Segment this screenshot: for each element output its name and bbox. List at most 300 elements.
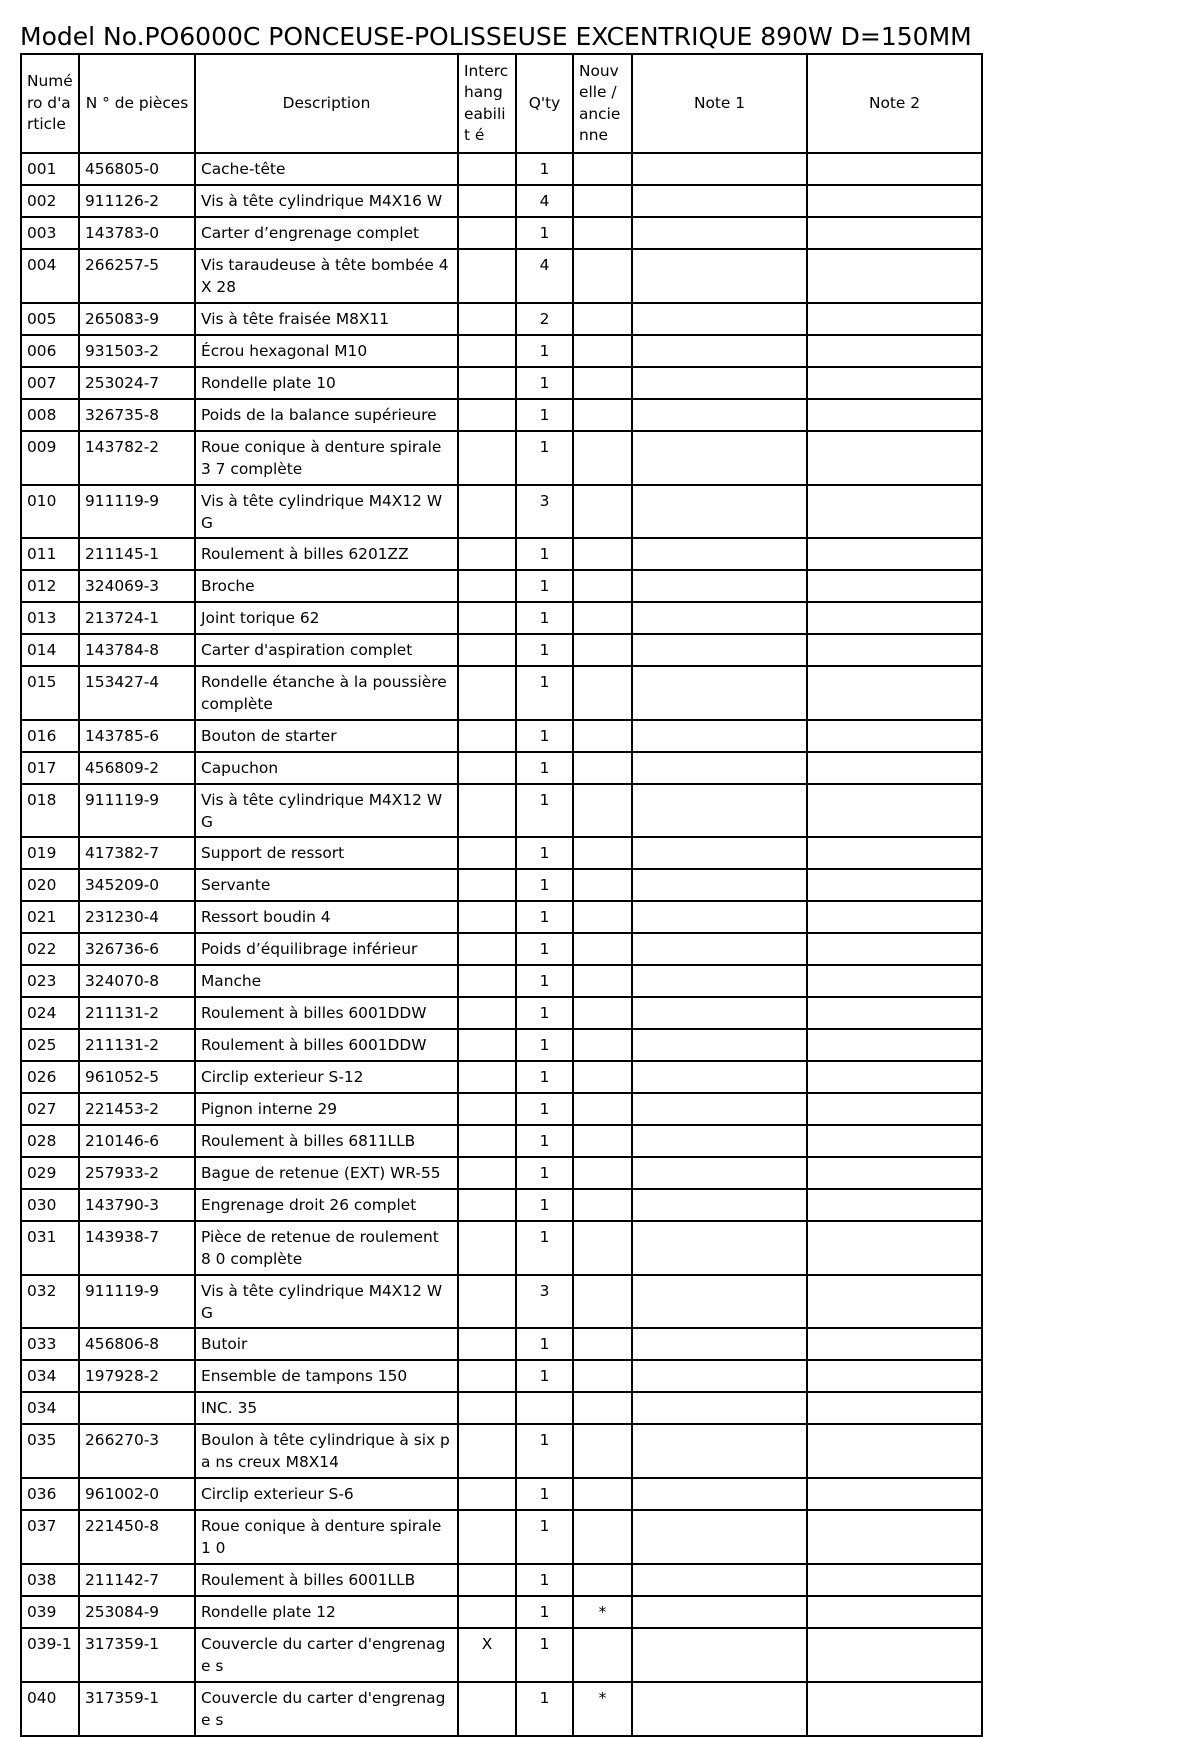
cell-quantity: 1 bbox=[516, 997, 573, 1029]
cell-new-old bbox=[573, 634, 632, 666]
cell-interchangeability bbox=[458, 217, 516, 249]
cell-article-number: 039-1 bbox=[21, 1628, 79, 1682]
cell-article-number: 021 bbox=[21, 901, 79, 933]
table-row bbox=[21, 933, 982, 965]
cell-description: Vis à tête cylindrique M4X12 WG bbox=[195, 1275, 458, 1328]
cell-note-2 bbox=[807, 1221, 982, 1275]
cell-quantity: 1 bbox=[516, 1328, 573, 1360]
cell-interchangeability bbox=[458, 1157, 516, 1189]
cell-description: Bague de retenue (EXT) WR-55 bbox=[195, 1157, 458, 1189]
cell-article-number: 004 bbox=[21, 249, 79, 303]
cell-quantity: 1 bbox=[516, 1125, 573, 1157]
cell-note-2 bbox=[807, 570, 982, 602]
table-row bbox=[21, 1221, 982, 1275]
cell-new-old bbox=[573, 666, 632, 720]
table-row bbox=[21, 399, 982, 431]
cell-note-1 bbox=[632, 869, 807, 901]
cell-article-number: 034 bbox=[21, 1392, 79, 1424]
cell-part-number: 257933-2 bbox=[79, 1157, 195, 1189]
header-article-number: Numé ro d'a rticle bbox=[21, 54, 79, 153]
cell-part-number: 326735-8 bbox=[79, 399, 195, 431]
cell-description: Rondelle plate 10 bbox=[195, 367, 458, 399]
cell-description: Capuchon bbox=[195, 752, 458, 784]
cell-description: Cache-tête bbox=[195, 153, 458, 185]
cell-note-2 bbox=[807, 1328, 982, 1360]
table-row bbox=[21, 997, 982, 1029]
cell-interchangeability bbox=[458, 367, 516, 399]
cell-quantity: 1 bbox=[516, 1157, 573, 1189]
cell-note-1 bbox=[632, 666, 807, 720]
cell-description: Boulon à tête cylindrique à six pa ns creux M8X14 bbox=[195, 1424, 458, 1478]
cell-note-1 bbox=[632, 933, 807, 965]
cell-note-2 bbox=[807, 249, 982, 303]
cell-note-2 bbox=[807, 997, 982, 1029]
cell-new-old bbox=[573, 933, 632, 965]
cell-new-old bbox=[573, 1125, 632, 1157]
cell-interchangeability bbox=[458, 602, 516, 634]
cell-note-1 bbox=[632, 367, 807, 399]
cell-description: Engrenage droit 26 complet bbox=[195, 1189, 458, 1221]
cell-note-1 bbox=[632, 249, 807, 303]
header-interchangeability: Interc hang eabilit é bbox=[458, 54, 516, 153]
cell-note-1 bbox=[632, 1275, 807, 1328]
table-row bbox=[21, 1275, 982, 1328]
cell-article-number: 012 bbox=[21, 570, 79, 602]
table-row bbox=[21, 1360, 982, 1392]
cell-note-1 bbox=[632, 1221, 807, 1275]
cell-part-number: 961052-5 bbox=[79, 1061, 195, 1093]
cell-interchangeability bbox=[458, 634, 516, 666]
cell-interchangeability bbox=[458, 752, 516, 784]
cell-note-2 bbox=[807, 153, 982, 185]
cell-interchangeability bbox=[458, 1424, 516, 1478]
cell-new-old bbox=[573, 1275, 632, 1328]
cell-new-old bbox=[573, 720, 632, 752]
cell-note-2 bbox=[807, 837, 982, 869]
cell-note-2 bbox=[807, 1125, 982, 1157]
cell-note-2 bbox=[807, 1061, 982, 1093]
cell-part-number: 143782-2 bbox=[79, 431, 195, 485]
cell-quantity: 1 bbox=[516, 869, 573, 901]
cell-note-2 bbox=[807, 752, 982, 784]
cell-note-1 bbox=[632, 997, 807, 1029]
table-row bbox=[21, 335, 982, 367]
cell-article-number: 017 bbox=[21, 752, 79, 784]
cell-note-2 bbox=[807, 1596, 982, 1628]
cell-description: Poids d’équilibrage inférieur bbox=[195, 933, 458, 965]
cell-note-1 bbox=[632, 1564, 807, 1596]
cell-note-1 bbox=[632, 965, 807, 997]
cell-article-number: 019 bbox=[21, 837, 79, 869]
cell-interchangeability bbox=[458, 153, 516, 185]
cell-part-number: 456806-8 bbox=[79, 1328, 195, 1360]
cell-description: Butoir bbox=[195, 1328, 458, 1360]
table-row bbox=[21, 185, 982, 217]
cell-quantity: 1 bbox=[516, 901, 573, 933]
cell-part-number: 911119-9 bbox=[79, 485, 195, 538]
table-row bbox=[21, 1093, 982, 1125]
table-row bbox=[21, 485, 982, 538]
cell-note-2 bbox=[807, 367, 982, 399]
cell-article-number: 027 bbox=[21, 1093, 79, 1125]
cell-article-number: 001 bbox=[21, 153, 79, 185]
table-row bbox=[21, 1061, 982, 1093]
cell-note-2 bbox=[807, 1682, 982, 1736]
cell-new-old bbox=[573, 485, 632, 538]
cell-part-number: 221450-8 bbox=[79, 1510, 195, 1564]
cell-article-number: 038 bbox=[21, 1564, 79, 1596]
cell-description: Pignon interne 29 bbox=[195, 1093, 458, 1125]
cell-interchangeability bbox=[458, 1478, 516, 1510]
cell-note-1 bbox=[632, 1029, 807, 1061]
cell-new-old bbox=[573, 249, 632, 303]
cell-note-2 bbox=[807, 1510, 982, 1564]
cell-interchangeability bbox=[458, 538, 516, 570]
cell-interchangeability bbox=[458, 1564, 516, 1596]
cell-part-number: 213724-1 bbox=[79, 602, 195, 634]
cell-note-2 bbox=[807, 217, 982, 249]
cell-quantity: 1 bbox=[516, 335, 573, 367]
cell-note-1 bbox=[632, 752, 807, 784]
cell-description: INC. 35 bbox=[195, 1392, 458, 1424]
cell-description: Ensemble de tampons 150 bbox=[195, 1360, 458, 1392]
cell-quantity: 1 bbox=[516, 217, 573, 249]
cell-interchangeability bbox=[458, 185, 516, 217]
cell-new-old bbox=[573, 837, 632, 869]
table-row bbox=[21, 965, 982, 997]
table-row bbox=[21, 1478, 982, 1510]
cell-article-number: 015 bbox=[21, 666, 79, 720]
table-row bbox=[21, 1596, 982, 1628]
cell-note-1 bbox=[632, 1157, 807, 1189]
table-body bbox=[21, 153, 982, 1736]
cell-new-old bbox=[573, 1510, 632, 1564]
cell-note-2 bbox=[807, 901, 982, 933]
cell-article-number: 006 bbox=[21, 335, 79, 367]
cell-note-1 bbox=[632, 1628, 807, 1682]
cell-note-1 bbox=[632, 431, 807, 485]
cell-quantity: 1 bbox=[516, 720, 573, 752]
cell-quantity: 3 bbox=[516, 485, 573, 538]
cell-article-number: 005 bbox=[21, 303, 79, 335]
table-row bbox=[21, 1328, 982, 1360]
cell-description: Vis taraudeuse à tête bombée 4X 28 bbox=[195, 249, 458, 303]
cell-article-number: 002 bbox=[21, 185, 79, 217]
cell-note-2 bbox=[807, 1029, 982, 1061]
cell-interchangeability bbox=[458, 1221, 516, 1275]
table-row bbox=[21, 1424, 982, 1478]
cell-note-1 bbox=[632, 335, 807, 367]
table-row bbox=[21, 602, 982, 634]
cell-interchangeability bbox=[458, 720, 516, 752]
cell-description: Vis à tête cylindrique M4X12 WG bbox=[195, 485, 458, 538]
cell-new-old bbox=[573, 1360, 632, 1392]
cell-part-number: 417382-7 bbox=[79, 837, 195, 869]
cell-note-2 bbox=[807, 1424, 982, 1478]
table-row bbox=[21, 1510, 982, 1564]
table-row bbox=[21, 1029, 982, 1061]
cell-part-number: 253024-7 bbox=[79, 367, 195, 399]
cell-article-number: 030 bbox=[21, 1189, 79, 1221]
cell-part-number: 221453-2 bbox=[79, 1093, 195, 1125]
cell-note-1 bbox=[632, 634, 807, 666]
cell-quantity: 1 bbox=[516, 399, 573, 431]
cell-description: Roue conique à denture spirale 1 0 bbox=[195, 1510, 458, 1564]
cell-description: Roulement à billes 6201ZZ bbox=[195, 538, 458, 570]
cell-article-number: 022 bbox=[21, 933, 79, 965]
cell-article-number: 035 bbox=[21, 1424, 79, 1478]
cell-description: Pièce de retenue de roulement 8 0 complète bbox=[195, 1221, 458, 1275]
header-part-number: N ° de pièces bbox=[79, 54, 195, 153]
cell-quantity: 1 bbox=[516, 1093, 573, 1125]
cell-quantity: 1 bbox=[516, 1478, 573, 1510]
cell-description: Broche bbox=[195, 570, 458, 602]
header-new-old: Nouv elle / ancie nne bbox=[573, 54, 632, 153]
cell-note-1 bbox=[632, 399, 807, 431]
cell-description: Rondelle plate 12 bbox=[195, 1596, 458, 1628]
cell-quantity: 1 bbox=[516, 367, 573, 399]
cell-interchangeability bbox=[458, 1093, 516, 1125]
cell-quantity: 1 bbox=[516, 837, 573, 869]
cell-interchangeability bbox=[458, 249, 516, 303]
cell-part-number: 456805-0 bbox=[79, 153, 195, 185]
cell-part-number: 345209-0 bbox=[79, 869, 195, 901]
cell-description: Servante bbox=[195, 869, 458, 901]
cell-description: Joint torique 62 bbox=[195, 602, 458, 634]
cell-new-old bbox=[573, 752, 632, 784]
cell-new-old bbox=[573, 303, 632, 335]
cell-note-1 bbox=[632, 837, 807, 869]
cell-new-old bbox=[573, 1221, 632, 1275]
cell-note-2 bbox=[807, 1275, 982, 1328]
cell-interchangeability bbox=[458, 997, 516, 1029]
cell-note-1 bbox=[632, 185, 807, 217]
cell-description: Rondelle étanche à la poussière complète bbox=[195, 666, 458, 720]
cell-quantity: 1 bbox=[516, 153, 573, 185]
cell-note-2 bbox=[807, 485, 982, 538]
table-row bbox=[21, 249, 982, 303]
cell-interchangeability bbox=[458, 1275, 516, 1328]
cell-article-number: 026 bbox=[21, 1061, 79, 1093]
table-row bbox=[21, 901, 982, 933]
cell-quantity: 1 bbox=[516, 1221, 573, 1275]
cell-note-1 bbox=[632, 1360, 807, 1392]
cell-article-number: 008 bbox=[21, 399, 79, 431]
cell-new-old bbox=[573, 217, 632, 249]
table-row bbox=[21, 1392, 982, 1424]
cell-part-number: 961002-0 bbox=[79, 1478, 195, 1510]
cell-new-old bbox=[573, 153, 632, 185]
cell-new-old bbox=[573, 185, 632, 217]
cell-interchangeability bbox=[458, 837, 516, 869]
cell-quantity: 1 bbox=[516, 784, 573, 837]
cell-article-number: 007 bbox=[21, 367, 79, 399]
cell-new-old bbox=[573, 869, 632, 901]
cell-interchangeability bbox=[458, 1125, 516, 1157]
cell-quantity: 1 bbox=[516, 1682, 573, 1736]
cell-note-2 bbox=[807, 335, 982, 367]
cell-interchangeability bbox=[458, 1061, 516, 1093]
cell-description: Vis à tête cylindrique M4X16 W bbox=[195, 185, 458, 217]
cell-note-1 bbox=[632, 1093, 807, 1125]
cell-note-1 bbox=[632, 720, 807, 752]
cell-note-2 bbox=[807, 1478, 982, 1510]
cell-note-2 bbox=[807, 666, 982, 720]
cell-article-number: 011 bbox=[21, 538, 79, 570]
cell-quantity: 4 bbox=[516, 185, 573, 217]
cell-new-old bbox=[573, 1424, 632, 1478]
cell-article-number: 034 bbox=[21, 1360, 79, 1392]
cell-new-old bbox=[573, 1328, 632, 1360]
cell-part-number: 143784-8 bbox=[79, 634, 195, 666]
cell-part-number: 326736-6 bbox=[79, 933, 195, 965]
cell-interchangeability bbox=[458, 431, 516, 485]
table-row bbox=[21, 1682, 982, 1736]
table-row bbox=[21, 431, 982, 485]
cell-quantity: 4 bbox=[516, 249, 573, 303]
cell-quantity: 1 bbox=[516, 538, 573, 570]
cell-quantity: 1 bbox=[516, 1628, 573, 1682]
cell-note-2 bbox=[807, 965, 982, 997]
cell-interchangeability bbox=[458, 1392, 516, 1424]
cell-article-number: 014 bbox=[21, 634, 79, 666]
header-description: Description bbox=[195, 54, 458, 153]
cell-part-number: 317359-1 bbox=[79, 1682, 195, 1736]
page-title: Model No.PO6000C PONCEUSE-POLISSEUSE EXCENTRIQUE 890W D=150MM bbox=[20, 22, 972, 51]
cell-part-number: 324069-3 bbox=[79, 570, 195, 602]
cell-article-number: 028 bbox=[21, 1125, 79, 1157]
table-row bbox=[21, 1189, 982, 1221]
cell-interchangeability bbox=[458, 869, 516, 901]
cell-part-number: 153427-4 bbox=[79, 666, 195, 720]
cell-new-old bbox=[573, 1564, 632, 1596]
cell-interchangeability bbox=[458, 485, 516, 538]
cell-note-1 bbox=[632, 1510, 807, 1564]
header-quantity: Q'ty bbox=[516, 54, 573, 153]
cell-interchangeability bbox=[458, 784, 516, 837]
cell-new-old bbox=[573, 602, 632, 634]
cell-note-2 bbox=[807, 1157, 982, 1189]
cell-part-number: 231230-4 bbox=[79, 901, 195, 933]
cell-part-number: 210146-6 bbox=[79, 1125, 195, 1157]
cell-new-old bbox=[573, 1392, 632, 1424]
cell-new-old bbox=[573, 965, 632, 997]
table-row bbox=[21, 570, 982, 602]
cell-article-number: 024 bbox=[21, 997, 79, 1029]
table-row bbox=[21, 784, 982, 837]
cell-part-number: 911126-2 bbox=[79, 185, 195, 217]
cell-part-number: 211145-1 bbox=[79, 538, 195, 570]
cell-note-2 bbox=[807, 1189, 982, 1221]
table-row bbox=[21, 1125, 982, 1157]
cell-new-old bbox=[573, 1157, 632, 1189]
cell-quantity: 3 bbox=[516, 1275, 573, 1328]
cell-quantity: 1 bbox=[516, 965, 573, 997]
cell-quantity: 1 bbox=[516, 666, 573, 720]
cell-interchangeability: X bbox=[458, 1628, 516, 1682]
cell-interchangeability bbox=[458, 1189, 516, 1221]
cell-new-old bbox=[573, 901, 632, 933]
cell-description: Circlip exterieur S-12 bbox=[195, 1061, 458, 1093]
table-row bbox=[21, 217, 982, 249]
table-row bbox=[21, 837, 982, 869]
cell-interchangeability bbox=[458, 1029, 516, 1061]
cell-note-2 bbox=[807, 720, 982, 752]
header-note-1: Note 1 bbox=[632, 54, 807, 153]
table-row bbox=[21, 303, 982, 335]
cell-interchangeability bbox=[458, 1328, 516, 1360]
cell-new-old bbox=[573, 335, 632, 367]
cell-note-2 bbox=[807, 634, 982, 666]
cell-description: Roue conique à denture spirale 3 7 complète bbox=[195, 431, 458, 485]
cell-note-2 bbox=[807, 538, 982, 570]
cell-article-number: 029 bbox=[21, 1157, 79, 1189]
cell-part-number: 317359-1 bbox=[79, 1628, 195, 1682]
cell-part-number: 931503-2 bbox=[79, 335, 195, 367]
cell-note-1 bbox=[632, 485, 807, 538]
cell-article-number: 032 bbox=[21, 1275, 79, 1328]
cell-quantity: 1 bbox=[516, 1596, 573, 1628]
table-row bbox=[21, 666, 982, 720]
cell-quantity: 1 bbox=[516, 634, 573, 666]
table-row bbox=[21, 367, 982, 399]
cell-quantity: 1 bbox=[516, 1189, 573, 1221]
cell-new-old bbox=[573, 538, 632, 570]
cell-note-2 bbox=[807, 1360, 982, 1392]
cell-note-1 bbox=[632, 217, 807, 249]
cell-new-old: * bbox=[573, 1682, 632, 1736]
cell-note-2 bbox=[807, 1564, 982, 1596]
cell-description: Bouton de starter bbox=[195, 720, 458, 752]
cell-description: Carter d'aspiration complet bbox=[195, 634, 458, 666]
cell-note-2 bbox=[807, 185, 982, 217]
cell-part-number: 197928-2 bbox=[79, 1360, 195, 1392]
cell-note-1 bbox=[632, 1478, 807, 1510]
cell-note-1 bbox=[632, 153, 807, 185]
cell-note-1 bbox=[632, 901, 807, 933]
cell-interchangeability bbox=[458, 399, 516, 431]
cell-interchangeability bbox=[458, 570, 516, 602]
cell-note-2 bbox=[807, 602, 982, 634]
cell-note-1 bbox=[632, 1328, 807, 1360]
cell-description: Support de ressort bbox=[195, 837, 458, 869]
cell-part-number: 911119-9 bbox=[79, 784, 195, 837]
cell-article-number: 016 bbox=[21, 720, 79, 752]
cell-new-old bbox=[573, 570, 632, 602]
cell-part-number: 324070-8 bbox=[79, 965, 195, 997]
cell-part-number: 266257-5 bbox=[79, 249, 195, 303]
cell-new-old bbox=[573, 1628, 632, 1682]
cell-interchangeability bbox=[458, 933, 516, 965]
cell-interchangeability bbox=[458, 1510, 516, 1564]
cell-note-2 bbox=[807, 1628, 982, 1682]
cell-new-old bbox=[573, 1478, 632, 1510]
cell-description: Roulement à billes 6001DDW bbox=[195, 997, 458, 1029]
cell-note-2 bbox=[807, 784, 982, 837]
cell-description: Circlip exterieur S-6 bbox=[195, 1478, 458, 1510]
cell-interchangeability bbox=[458, 1360, 516, 1392]
cell-new-old bbox=[573, 1093, 632, 1125]
cell-quantity: 1 bbox=[516, 602, 573, 634]
table-header-row bbox=[21, 54, 982, 153]
table-row bbox=[21, 1564, 982, 1596]
cell-part-number: 143790-3 bbox=[79, 1189, 195, 1221]
cell-note-2 bbox=[807, 933, 982, 965]
cell-part-number: 911119-9 bbox=[79, 1275, 195, 1328]
table-row bbox=[21, 752, 982, 784]
cell-description: Couvercle du carter d'engrenage s bbox=[195, 1682, 458, 1736]
cell-description: Vis à tête cylindrique M4X12 WG bbox=[195, 784, 458, 837]
